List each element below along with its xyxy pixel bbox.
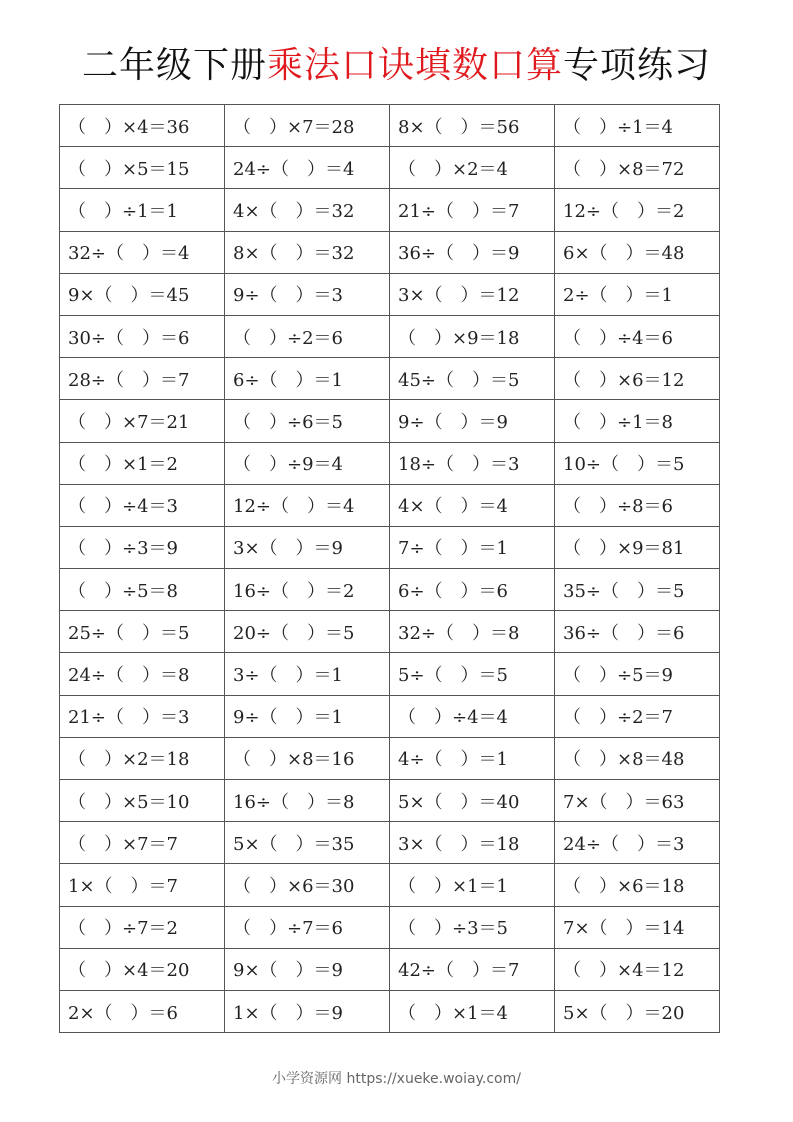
exercise-cell: 4×（ ）＝32: [225, 189, 390, 231]
exercise-cell: （ ）×7＝7: [60, 822, 225, 864]
exercise-cell: （ ）×8＝48: [555, 737, 720, 779]
table-row: [60, 569, 720, 611]
exercise-cell: 24÷（ ）＝8: [60, 653, 225, 695]
exercise-cell: 5×（ ）＝40: [390, 780, 555, 822]
exercise-cell: 21÷（ ）＝3: [60, 695, 225, 737]
exercise-cell: （ ）÷4＝4: [390, 695, 555, 737]
exercise-cell: 30÷（ ）＝6: [60, 315, 225, 357]
title-part-grade: 二年级下册: [81, 45, 267, 86]
exercise-cell: （ ）×7＝28: [225, 105, 390, 147]
exercise-cell: 21÷（ ）＝7: [390, 189, 555, 231]
exercise-cell: （ ）×8＝16: [225, 737, 390, 779]
exercise-cell: （ ）×6＝12: [555, 358, 720, 400]
exercise-table: [59, 104, 720, 1033]
table-row: [60, 484, 720, 526]
exercise-cell: 9÷（ ）＝3: [225, 273, 390, 315]
exercise-cell: 5×（ ）＝20: [555, 990, 720, 1032]
exercise-cell: 45÷（ ）＝5: [390, 358, 555, 400]
exercise-cell: 9÷（ ）＝1: [225, 695, 390, 737]
exercise-cell: （ ）×1＝1: [390, 864, 555, 906]
exercise-cell: （ ）÷3＝9: [60, 526, 225, 568]
table-row: [60, 315, 720, 357]
exercise-cell: 6÷（ ）＝1: [225, 358, 390, 400]
exercise-cell: （ ）÷2＝6: [225, 315, 390, 357]
exercise-cell: 9÷（ ）＝9: [390, 400, 555, 442]
table-row: [60, 864, 720, 906]
exercise-cell: （ ）÷4＝3: [60, 484, 225, 526]
exercise-cell: （ ）×6＝30: [225, 864, 390, 906]
exercise-cell: 35÷（ ）＝5: [555, 569, 720, 611]
exercise-cell: 32÷（ ）＝4: [60, 231, 225, 273]
exercise-cell: （ ）×4＝36: [60, 105, 225, 147]
exercise-cell: （ ）÷5＝9: [555, 653, 720, 695]
exercise-cell: （ ）÷1＝8: [555, 400, 720, 442]
table-row: [60, 990, 720, 1032]
exercise-cell: 8×（ ）＝32: [225, 231, 390, 273]
exercise-cell: 3×（ ）＝12: [390, 273, 555, 315]
exercise-cell: 20÷（ ）＝5: [225, 611, 390, 653]
exercise-cell: 16÷（ ）＝2: [225, 569, 390, 611]
exercise-cell: （ ）÷1＝4: [555, 105, 720, 147]
table-row: [60, 948, 720, 990]
exercise-cell: （ ）×6＝18: [555, 864, 720, 906]
table-row: [60, 653, 720, 695]
exercise-cell: 25÷（ ）＝5: [60, 611, 225, 653]
exercise-cell: 4÷（ ）＝1: [390, 737, 555, 779]
exercise-cell: 24÷（ ）＝4: [225, 147, 390, 189]
exercise-cell: （ ）×5＝15: [60, 147, 225, 189]
exercise-cell: （ ）÷6＝5: [225, 400, 390, 442]
exercise-cell: 8×（ ）＝56: [390, 105, 555, 147]
exercise-cell: 32÷（ ）＝8: [390, 611, 555, 653]
exercise-cell: 7÷（ ）＝1: [390, 526, 555, 568]
table-row: [60, 189, 720, 231]
exercise-cell: 36÷（ ）＝6: [555, 611, 720, 653]
exercise-cell: 7×（ ）＝14: [555, 906, 720, 948]
exercise-cell: （ ）÷8＝6: [555, 484, 720, 526]
exercise-cell: 6×（ ）＝48: [555, 231, 720, 273]
exercise-cell: 12÷（ ）＝4: [225, 484, 390, 526]
table-row: [60, 780, 720, 822]
exercise-cell: 16÷（ ）＝8: [225, 780, 390, 822]
exercise-cell: 5×（ ）＝35: [225, 822, 390, 864]
exercise-cell: （ ）÷4＝6: [555, 315, 720, 357]
exercise-cell: 28÷（ ）＝7: [60, 358, 225, 400]
table-row: [60, 526, 720, 568]
exercise-cell: （ ）×7＝21: [60, 400, 225, 442]
exercise-cell: （ ）×5＝10: [60, 780, 225, 822]
table-row: [60, 695, 720, 737]
exercise-cell: 10÷（ ）＝5: [555, 442, 720, 484]
exercise-cell: 24÷（ ）＝3: [555, 822, 720, 864]
table-row: [60, 611, 720, 653]
table-row: [60, 822, 720, 864]
exercise-cell: （ ）÷3＝5: [390, 906, 555, 948]
exercise-cell: 1×（ ）＝7: [60, 864, 225, 906]
exercise-cell: 4×（ ）＝4: [390, 484, 555, 526]
exercise-cell: （ ）÷2＝7: [555, 695, 720, 737]
exercise-cell: （ ）÷1＝1: [60, 189, 225, 231]
exercise-cell: （ ）÷7＝6: [225, 906, 390, 948]
exercise-cell: 3×（ ）＝18: [390, 822, 555, 864]
exercise-cell: 12÷（ ）＝2: [555, 189, 720, 231]
exercise-cell: 3×（ ）＝9: [225, 526, 390, 568]
exercise-cell: （ ）×2＝18: [60, 737, 225, 779]
table-row: [60, 906, 720, 948]
exercise-cell: 5÷（ ）＝5: [390, 653, 555, 695]
table-row: [60, 273, 720, 315]
exercise-cell: （ ）×1＝4: [390, 990, 555, 1032]
exercise-cell: 9×（ ）＝45: [60, 273, 225, 315]
exercise-cell: 18÷（ ）＝3: [390, 442, 555, 484]
exercise-cell: 9×（ ）＝9: [225, 948, 390, 990]
exercise-cell: （ ）×9＝81: [555, 526, 720, 568]
exercise-cell: （ ）×8＝72: [555, 147, 720, 189]
title-part-topic: 乘法口诀填数口算: [266, 45, 563, 86]
exercise-cell: 7×（ ）＝63: [555, 780, 720, 822]
page-title: [0, 40, 793, 92]
exercise-cell: （ ）×9＝18: [390, 315, 555, 357]
exercise-cell: 1×（ ）＝9: [225, 990, 390, 1032]
table-row: [60, 737, 720, 779]
table-row: [60, 147, 720, 189]
exercise-cell: 6÷（ ）＝6: [390, 569, 555, 611]
footer-source: 小学资源网 https://xueke.woiay.com/: [272, 1071, 521, 1087]
exercise-cell: （ ）×1＝2: [60, 442, 225, 484]
exercise-cell: （ ）÷9＝4: [225, 442, 390, 484]
exercise-cell: （ ）×2＝4: [390, 147, 555, 189]
table-row: [60, 400, 720, 442]
exercise-cell: 2÷（ ）＝1: [555, 273, 720, 315]
exercise-cell: （ ）÷7＝2: [60, 906, 225, 948]
exercise-cell: 2×（ ）＝6: [60, 990, 225, 1032]
exercise-cell: 36÷（ ）＝9: [390, 231, 555, 273]
exercise-cell: （ ）×4＝20: [60, 948, 225, 990]
exercise-cell: （ ）×4＝12: [555, 948, 720, 990]
title-part-suffix: 专项练习: [563, 45, 712, 86]
table-row: [60, 442, 720, 484]
exercise-cell: 3÷（ ）＝1: [225, 653, 390, 695]
exercise-cell: 42÷（ ）＝7: [390, 948, 555, 990]
table-row: [60, 358, 720, 400]
table-row: [60, 231, 720, 273]
table-row: [60, 105, 720, 147]
exercise-cell: （ ）÷5＝8: [60, 569, 225, 611]
